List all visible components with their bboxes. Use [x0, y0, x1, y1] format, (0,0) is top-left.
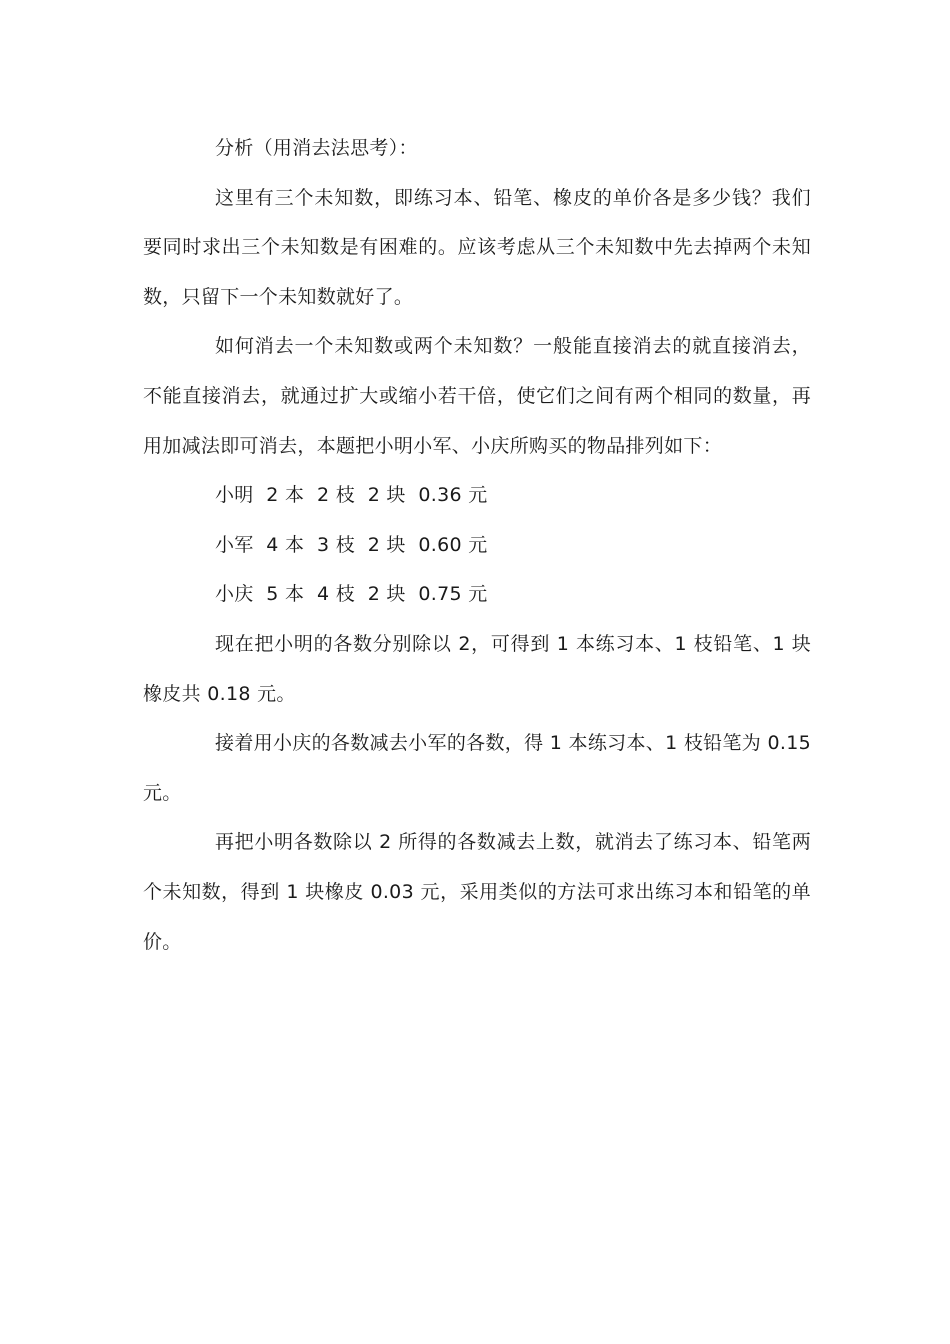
purchase-row-xiaojun: 小军 4 本 3 枝 2 块 0.60 元	[215, 533, 488, 556]
purchase-row-xiaoming: 小明 2 本 2 枝 2 块 0.36 元	[215, 484, 488, 507]
step-eliminate: 再把小明各数除以 2 所得的各数减去上数，就消去了练习本、铅笔两个未知数，得到 1 块橡皮 0.03 元，采用类似的方法可求出练习本和铅笔的单价。	[143, 831, 811, 953]
analysis-heading: 分析（用消去法思考）：	[215, 137, 418, 159]
document-body	[143, 124, 811, 967]
paragraph-elimination-method: 如何消去一个未知数或两个未知数？一般能直接消去的就直接消去，不能直接消去，就通过扩大或缩小若干倍，使它们之间有两个相同的数量，再用加减法即可消去，本题把小明小军、小庆所购买的物品排列如下：	[143, 335, 811, 457]
step-subtract: 接着用小庆的各数减去小军的各数，得 1 本练习本、1 枝铅笔为 0.15 元。	[143, 732, 811, 804]
purchase-row-xiaoqing: 小庆 5 本 4 枝 2 块 0.75 元	[215, 583, 488, 606]
paragraph-unknowns: 这里有三个未知数，即练习本、铅笔、橡皮的单价各是多少钱？我们要同时求出三个未知数是有困难的。应该考虑从三个未知数中先去掉两个未知数，只留下一个未知数就好了。	[143, 186, 811, 308]
step-divide-by-two: 现在把小明的各数分别除以 2，可得到 1 本练习本、1 枝铅笔、1 块橡皮共 0.18 元。	[143, 632, 811, 705]
